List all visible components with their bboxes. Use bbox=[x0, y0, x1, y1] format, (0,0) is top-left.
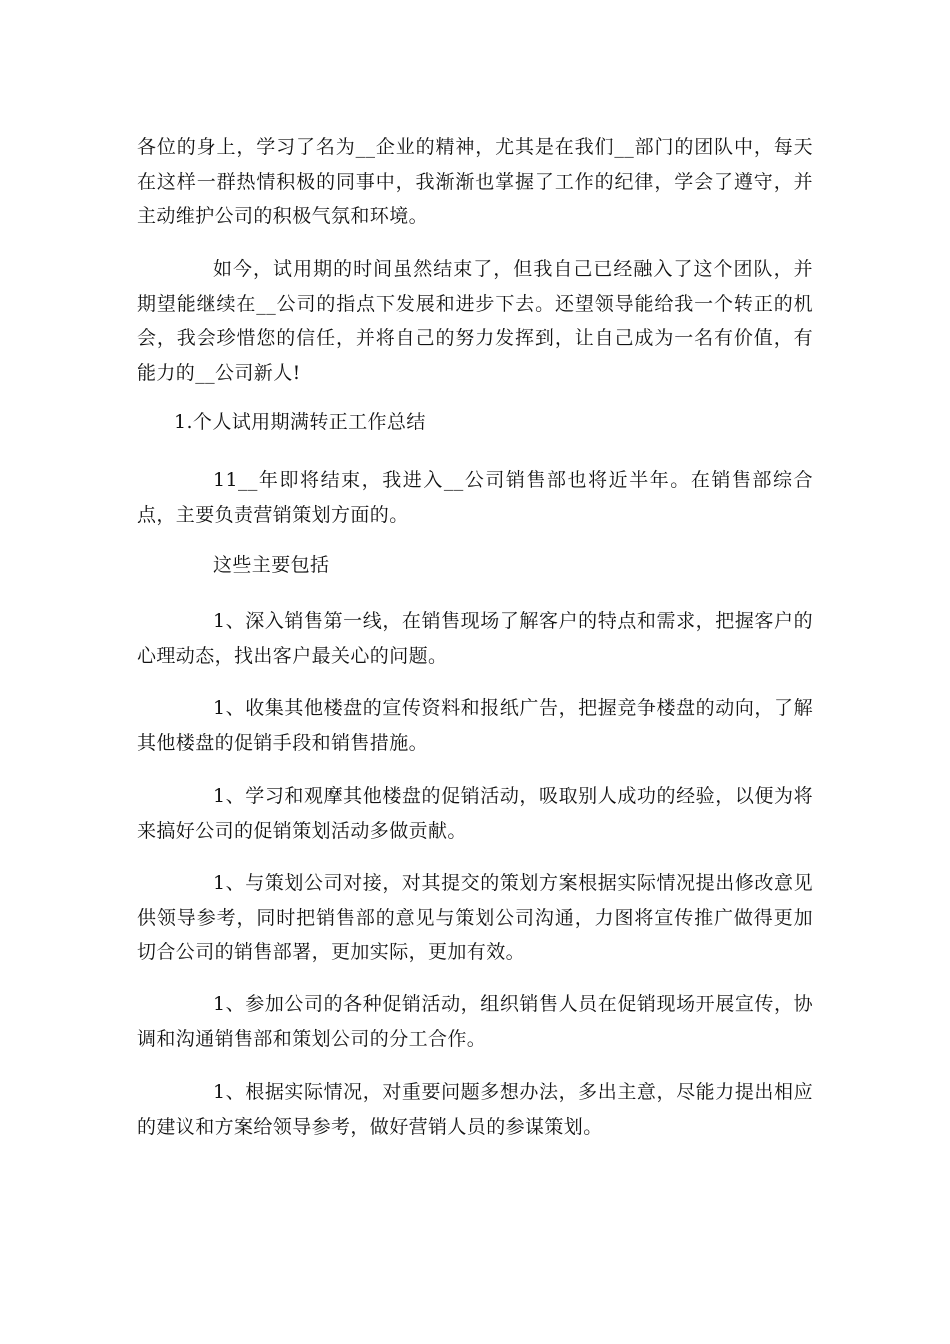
list-item-1: 1、深入销售第一线，在销售现场了解客户的特点和需求，把握客户的心理动态，找出客户最关心的问题。 bbox=[137, 610, 813, 667]
paragraph-summary-intro: 11__年即将结束，我进入__公司销售部也将近半年。在销售部综合点，主要负责营销策划方面的。 bbox=[137, 469, 813, 526]
list-item-5: 1、参加公司的各种促销活动，组织销售人员在促销现场开展宣传，协调和沟通销售部和策划公司的分工合作。 bbox=[137, 993, 813, 1050]
paragraph-intro-continuation: 各位的身上，学习了名为__企业的精神，尤其是在我们__部门的团队中，每天在这样一群热情积极的同事中，我渐渐也掌握了工作的纪律，学会了遵守，并主动维护公司的积极气氛和环境。 bbox=[137, 136, 813, 227]
list-item-6: 1、根据实际情况，对重要问题多想办法，多出主意，尽能力提出相应的建议和方案给领导参考，做好营销人员的参谋策划。 bbox=[137, 1081, 813, 1138]
list-item-4: 1、与策划公司对接，对其提交的策划方案根据实际情况提出修改意见供领导参考，同时把销售部的意见与策划公司沟通，力图将宣传推广做得更加切合公司的销售部署，更加实际，更加有效。 bbox=[137, 872, 813, 963]
paragraph-conclusion: 如今，试用期的时间虽然结束了，但我自己已经融入了这个团队，并期望能继续在__公司的指点下发展和进步下去。还望领导能给我一个转正的机会，我会珍惜您的信任，并将自己的努力发挥到，让自己成为一名有价值，有能力的__公司新人! bbox=[137, 258, 813, 384]
list-item-2: 1、收集其他楼盘的宣传资料和报纸广告，把握竞争楼盘的动向，了解其他楼盘的促销手段和销售措施。 bbox=[137, 697, 813, 754]
section-heading: 1.个人试用期满转正工作总结 bbox=[174, 411, 426, 433]
list-item-3: 1、学习和观摩其他楼盘的促销活动，吸取别人成功的经验，以便为将来搞好公司的促销策划活动多做贡献。 bbox=[137, 785, 813, 842]
paragraph-list-lead: 这些主要包括 bbox=[213, 554, 330, 576]
